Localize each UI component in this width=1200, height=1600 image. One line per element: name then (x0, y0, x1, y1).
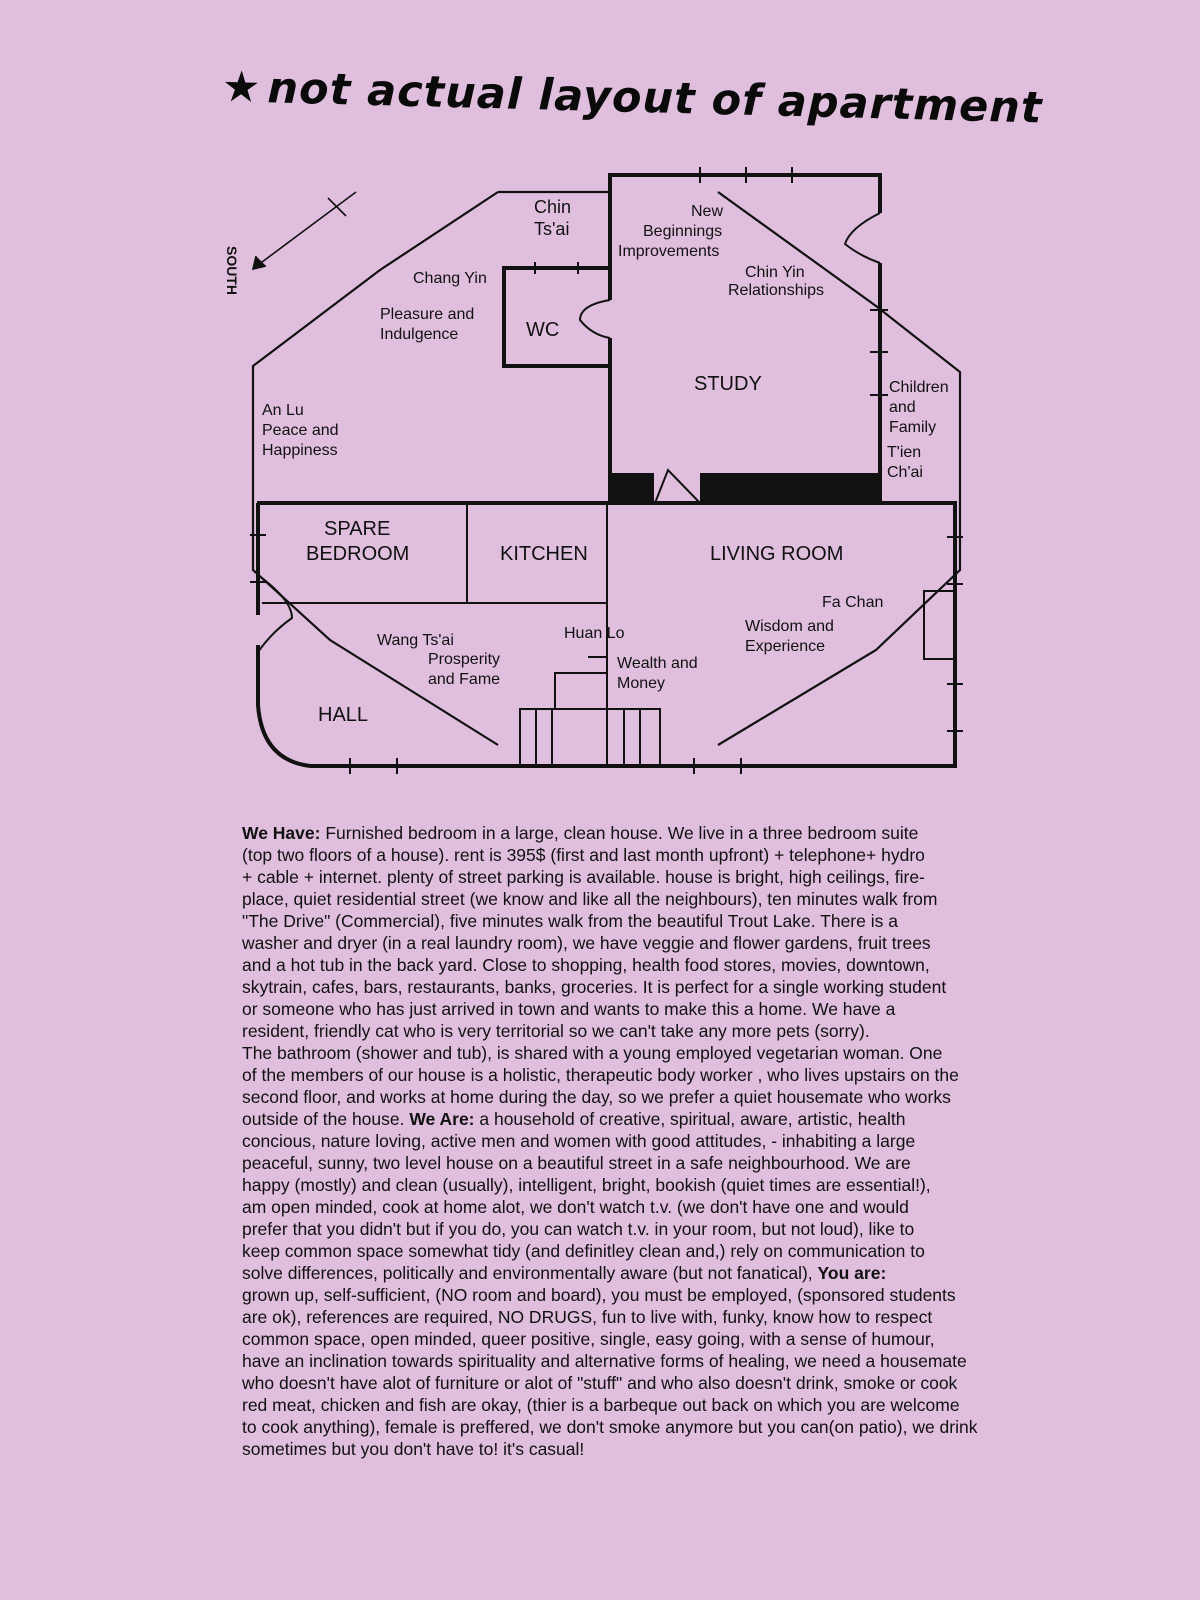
compass-label: SOUTH (224, 246, 240, 295)
area-pleasure-2: Indulgence (380, 326, 459, 343)
area-wisdom-1: Wisdom and (745, 618, 834, 635)
ad-line: washer and dryer (in a real laundry room), we have veggie and flower gardens, fruit trees (242, 933, 931, 953)
area-chang-yin: Chang Yin (413, 270, 487, 287)
ad-line: grown up, self-sufficient, (NO room and board), you must be employed, (sponsored students (242, 1285, 956, 1305)
ad-line: concious, nature loving, active men and women with good attitudes, - inhabiting a large (242, 1131, 916, 1151)
area-chin-yin-2: Relationships (728, 282, 825, 299)
ad-line: + cable + internet. plenty of street parking is available. house is bright, high ceilings, fire- (242, 867, 925, 887)
area-chin-tsai-2: Ts'ai (534, 219, 570, 239)
ad-line: second floor, and works at home during the day, so we prefer a quiet housemate who works (242, 1087, 951, 1107)
area-chin-tsai-1: Chin (534, 197, 572, 217)
area-an-lu-2: Peace and (262, 422, 339, 439)
ad-line: place, quiet residential street (we know and like all the neighbours), ten minutes walk from (242, 889, 938, 909)
listing-text (242, 822, 1042, 1460)
ad-line: of the members of our house is a holistic, therapeutic body worker , who lives upstairs on the (242, 1065, 959, 1085)
ad-line: common space, open minded, queer positive, single, easy going, with a sense of humour, (242, 1329, 935, 1349)
area-children-1: Children (889, 379, 949, 396)
compass-arrow-icon (253, 192, 356, 269)
area-wealth-1: Wealth and (617, 655, 698, 672)
ad-line: have an inclination towards spirituality and alternative forms of healing, we need a housemate (242, 1351, 967, 1371)
ad-line: peaceful, sunny, two level house on a beautiful street in a safe neighbourhood. We are (242, 1153, 911, 1173)
note-text: not actual layout of apartment (266, 63, 1044, 134)
area-new-beginnings-3: Improvements (618, 243, 720, 260)
ad-line: are ok), references are required, NO DRUGS, fun to live with, funky, know how to respect (242, 1307, 933, 1327)
star-icon: ★ (221, 62, 263, 114)
floor-plan (0, 0, 1200, 790)
area-fa-chan: Fa Chan (822, 594, 884, 611)
ad-line: or someone who has just arrived in town and wants to make this a home. We have a (242, 999, 896, 1019)
area-new-beginnings-1: New (691, 203, 724, 220)
room-wc: WC (526, 319, 560, 341)
ad-line: sometimes but you don't have to! it's casual! (242, 1439, 585, 1459)
area-wealth-2: Money (617, 675, 666, 692)
area-prosperity-2: and Fame (428, 671, 501, 688)
ad-line: prefer that you didn't but if you do, you can watch t.v. in your room, but not loud), like to (242, 1219, 915, 1239)
ad-line: keep common space somewhat tidy (and definitley clean and,) rely on communication to (242, 1241, 925, 1261)
ad-line: to cook anything), female is preffered, we don't smoke anymore but you can(on patio), we drink (242, 1417, 978, 1437)
area-new-beginnings-2: Beginnings (643, 223, 723, 240)
area-children-3: Family (889, 419, 937, 436)
ad-line: We Have: Furnished bedroom in a large, clean house. We live in a three bedroom suite (242, 823, 919, 843)
area-prosperity-1: Prosperity (428, 651, 501, 668)
room-study: STUDY (694, 373, 762, 395)
ad-line: "The Drive" (Commercial), five minutes walk from the beautiful Trout Lake. There is a (242, 911, 898, 931)
area-an-lu-1: An Lu (262, 402, 304, 419)
ad-line: (top two floors of a house). rent is 395$ (first and last month upfront) + telephone+ hydro (242, 845, 925, 865)
ad-line: happy (mostly) and clean (usually), intelligent, bright, bookish (quiet times are essential!), (242, 1175, 931, 1195)
area-children-2: and (889, 399, 916, 416)
we-are-label: We Are: (409, 1109, 475, 1129)
you-are-label: You are: (817, 1263, 887, 1283)
ad-line: solve differences, politically and environmentally aware (but not fanatical), You are: (242, 1263, 887, 1283)
ad-line: skytrain, cafes, bars, restaurants, banks, groceries. It is perfect for a single working student (242, 977, 947, 997)
we-have-label: We Have: (242, 823, 321, 843)
room-spare-2: BEDROOM (306, 543, 410, 565)
room-spare-1: SPARE (324, 518, 391, 540)
area-an-lu-3: Happiness (262, 442, 338, 459)
plan-solid-walls (608, 473, 878, 503)
room-kitchen: KITCHEN (500, 543, 588, 565)
area-pleasure-1: Pleasure and (380, 306, 475, 323)
ad-line: red meat, chicken and fish are okay, (thier is a barbeque out back on which you are welcome (242, 1395, 960, 1415)
area-chin-yin-1: Chin Yin (745, 264, 805, 281)
ad-line: and a hot tub in the back yard. Close to shopping, health food stores, movies, downtown, (242, 955, 930, 975)
ad-line: outside of the house. We Are: a household of creative, spiritual, aware, artistic, health (242, 1109, 906, 1129)
area-huan-lo: Huan Lo (564, 625, 625, 642)
area-wang-tsai: Wang Ts'ai (377, 632, 454, 649)
area-tien-chai-2: Ch'ai (887, 464, 923, 481)
room-living: LIVING ROOM (710, 543, 844, 565)
ad-line: The bathroom (shower and tub), is shared with a young employed vegetarian woman. One (242, 1043, 943, 1063)
area-tien-chai-1: T'ien (887, 444, 922, 461)
area-wisdom-2: Experience (745, 638, 826, 655)
ad-line: am open minded, cook at home alot, we don't watch t.v. (we don't have one and would (242, 1197, 909, 1217)
ad-line: resident, friendly cat who is very territorial so we can't take any more pets (sorry). (242, 1021, 870, 1041)
room-hall: HALL (318, 704, 369, 726)
ad-line: who doesn't have alot of furniture or alot of "stuff" and who also doesn't drink, smoke or cook (242, 1373, 958, 1393)
